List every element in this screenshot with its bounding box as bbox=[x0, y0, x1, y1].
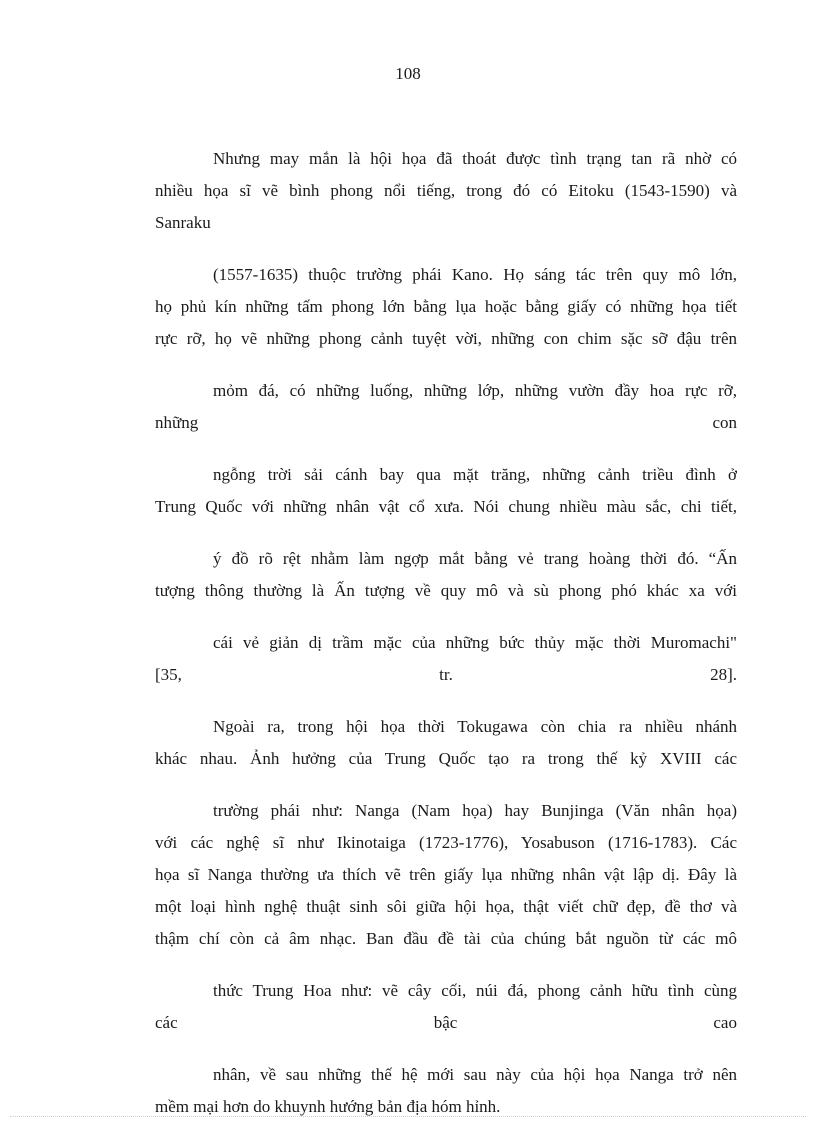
spread-word: bậc bbox=[433, 1013, 458, 1032]
text-line: khác nhau. Ảnh hưởng của Trung Quốc tạo ra trong thế kỷ XVIII các bbox=[155, 749, 737, 768]
spread-word: [35, bbox=[155, 665, 182, 684]
page-number: 108 bbox=[395, 64, 421, 83]
text-line: thức Trung Hoa như: vẽ cây cối, núi đá, phong cảnh hữu tình cùng bbox=[213, 981, 737, 1000]
spread-word: con bbox=[712, 413, 737, 432]
spread-word: tr. bbox=[439, 665, 453, 684]
text-line: nhiều họa sĩ vẽ bình phong nổi tiếng, trong đó có Eitoku (1543-1590) và bbox=[155, 181, 737, 200]
text-line: ngỗng trời sải cánh bay qua mặt trăng, những cảnh triều đình ở bbox=[213, 465, 737, 484]
text-line: ý đồ rõ rệt nhằm làm ngợp mắt bằng vẻ trang hoàng thời đó. “Ấn bbox=[213, 549, 737, 568]
spread-word: các bbox=[155, 1013, 178, 1032]
page-bottom-divider bbox=[10, 1116, 806, 1117]
text-line: mềm mại hơn do khuynh hướng bản địa hóm hỉnh. bbox=[155, 1097, 501, 1116]
text-line: nhân, về sau những thế hệ mới sau này của hội họa Nanga trở nên bbox=[213, 1065, 737, 1084]
paragraph-gap bbox=[155, 955, 737, 975]
text-line-spread bbox=[155, 407, 737, 439]
text-line: cái vẻ giản dị trầm mặc của những bức thủy mặc thời Muromachi" bbox=[213, 633, 737, 652]
text-line: một loại hình nghệ thuật sinh sôi giữa hội họa, thật viết chữ đẹp, đề thơ và bbox=[155, 897, 737, 916]
paragraph-gap bbox=[155, 439, 737, 459]
text-line: Trung Quốc với những nhân vật cổ xưa. Nói chung nhiều màu sắc, chi tiết, bbox=[155, 497, 737, 516]
text-line: tượng thông thường là Ấn tượng về quy mô và sù phong phó khác xa với bbox=[155, 581, 737, 600]
spread-word: cao bbox=[713, 1013, 737, 1032]
text-line: Ngoài ra, trong hội họa thời Tokugawa còn chia ra nhiều nhánh bbox=[213, 717, 737, 736]
text-line: rực rỡ, họ vẽ những phong cảnh tuyệt vời, những con chim sặc sỡ đậu trên bbox=[155, 329, 737, 348]
text-line: trường phái như: Nanga (Nam họa) hay Bunjinga (Văn nhân họa) bbox=[213, 801, 737, 820]
spread-word: những bbox=[155, 413, 199, 432]
paragraph-gap bbox=[155, 775, 737, 795]
text-line-spread bbox=[155, 1007, 737, 1039]
paragraph-gap bbox=[155, 607, 737, 627]
text-line: họa sĩ Nanga thường ưa thích vẽ trên giấy lụa những nhân vật lập dị. Đây là bbox=[155, 865, 737, 884]
spread-word: 28]. bbox=[710, 665, 737, 684]
text-line: họ phủ kín những tấm phong lớn bằng lụa hoặc bằng giấy có những họa tiết bbox=[155, 297, 737, 316]
paragraph-gap bbox=[155, 355, 737, 375]
paragraph-gap bbox=[155, 691, 737, 711]
paragraph-gap bbox=[155, 1039, 737, 1059]
citation-line bbox=[155, 659, 737, 691]
text-line: Sanraku bbox=[155, 213, 211, 232]
text-line: (1557-1635) thuộc trường phái Kano. Họ sáng tác trên quy mô lớn, bbox=[213, 265, 737, 284]
paragraph-gap bbox=[155, 523, 737, 543]
text-line: thậm chí còn cả âm nhạc. Ban đầu đề tài của chúng bắt nguồn từ các mô bbox=[155, 929, 737, 948]
text-line: với các nghệ sĩ như Ikinotaiga (1723-1776), Yosabuson (1716-1783). Các bbox=[155, 833, 737, 852]
text-line: mỏm đá, có những luống, những lớp, những vườn đầy hoa rực rỡ, bbox=[213, 381, 737, 400]
text-line: Nhưng may mắn là hội họa đã thoát được tình trạng tan rã nhờ có bbox=[213, 149, 737, 168]
paragraph-gap bbox=[155, 239, 737, 259]
body-text bbox=[155, 143, 737, 1123]
